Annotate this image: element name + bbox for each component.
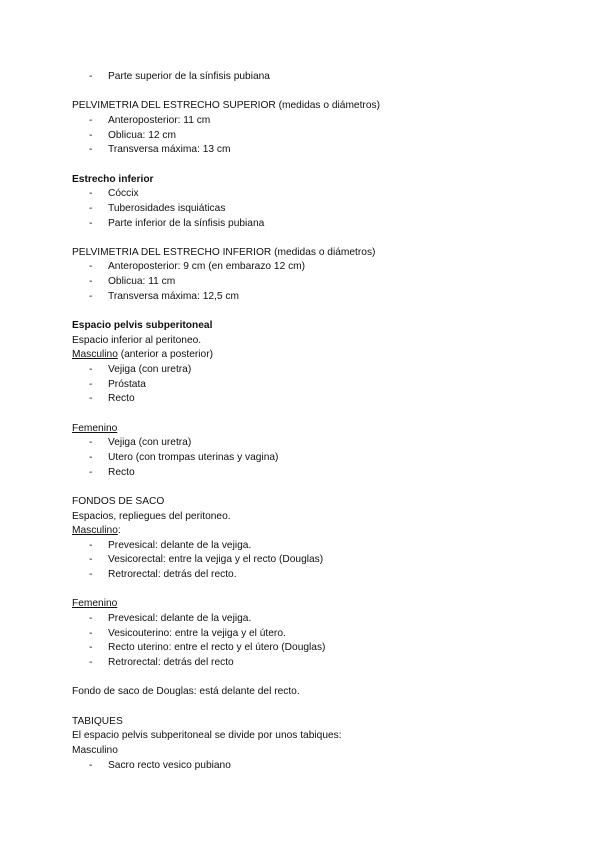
bullet-marker: - xyxy=(89,261,93,273)
subsection-label xyxy=(72,597,117,612)
text-line: TABIQUES xyxy=(72,715,123,727)
bullet-item: Sacro recto vesico pubiano xyxy=(108,759,231,771)
section-heading: Espacio pelvis subperitoneal xyxy=(72,320,213,332)
underlined-label: Femenino xyxy=(72,598,118,610)
bullet-item: Prevesical: delante de la vejiga. xyxy=(108,539,252,551)
bullet-marker: - xyxy=(89,627,93,639)
text-line: FONDOS DE SACO xyxy=(72,495,165,507)
bullet-item: Oblicua: 12 cm xyxy=(108,129,176,141)
text-line: El espacio pelvis subperitoneal se divide por unos tabiques: xyxy=(72,730,342,742)
bullet-item: Vesicouterino: entre la vejiga y el útero. xyxy=(108,627,286,639)
bullet-marker: - xyxy=(89,451,93,463)
bullet-marker: - xyxy=(89,276,93,288)
bullet-marker: - xyxy=(89,657,93,668)
bullet-item: Próstata xyxy=(108,378,146,390)
bullet-item: Retrorectal: detrás del recto. xyxy=(108,569,237,581)
bullet-item: Utero (con trompas uterinas y vagina) xyxy=(108,451,279,463)
bullet-marker: - xyxy=(89,466,93,478)
section-heading: Estrecho inferior xyxy=(72,173,154,185)
bullet-marker: - xyxy=(89,539,93,551)
bullet-marker: - xyxy=(89,114,93,126)
bullet-item: Transversa máxima: 12,5 cm xyxy=(108,290,239,302)
text-line: Masculino xyxy=(72,744,118,756)
label-suffix: (anterior a posterior) xyxy=(117,349,213,361)
bullet-marker: - xyxy=(89,437,93,449)
bullet-item: Cóccix xyxy=(108,188,139,200)
bullet-item: Anteroposterior: 11 cm xyxy=(108,114,211,126)
subsection-label xyxy=(72,348,213,363)
bullet-item: Recto xyxy=(108,466,135,478)
bullet-marker: - xyxy=(89,129,93,141)
underlined-label: Masculino xyxy=(72,525,118,537)
text-line: Espacio inferior al peritoneo. xyxy=(72,334,202,346)
bullet-item: Oblicua: 11 cm xyxy=(108,276,176,288)
bullet-item: Parte superior de la sínfisis pubiana xyxy=(108,71,270,82)
bullet-item: Retrorectal: detrás del recto xyxy=(108,657,234,668)
bullet-marker: - xyxy=(89,613,93,625)
bullet-item: Vesicorectal: entre la vejiga y el recto (Douglas) xyxy=(108,554,324,566)
text-line: Fondo de saco de Douglas: está delante del recto. xyxy=(72,686,300,698)
bullet-marker: - xyxy=(89,554,93,566)
bullet-item: Vejiga (con uretra) xyxy=(108,437,192,449)
bullet-marker: - xyxy=(89,378,93,390)
text-line: PELVIMETRIA DEL ESTRECHO INFERIOR (medidas o diámetros) xyxy=(72,246,376,258)
bullet-item: Parte inferior de la sínfisis pubiana xyxy=(108,217,265,229)
text-line: Espacios, repliegues del peritoneo. xyxy=(72,510,231,522)
bullet-marker: - xyxy=(89,290,93,302)
bullet-marker: - xyxy=(89,217,93,229)
bullet-marker: - xyxy=(89,202,93,214)
subsection-label xyxy=(72,524,121,539)
bullet-item: Prevesical: delante de la vejiga. xyxy=(108,613,252,625)
underlined-label: Masculino xyxy=(72,349,118,361)
underlined-label: Femenino xyxy=(72,422,118,434)
bullet-item: Anteroposterior: 9 cm (en embarazo 12 cm) xyxy=(108,261,306,273)
bullet-marker: - xyxy=(89,569,93,581)
bullet-marker: - xyxy=(89,71,93,82)
bullet-item: Recto uterino: entre el recto y el útero (Douglas) xyxy=(108,642,326,654)
text-line: PELVIMETRIA DEL ESTRECHO SUPERIOR (medidas o diámetros) xyxy=(72,100,380,112)
subsection-label xyxy=(72,422,117,437)
bullet-item: Transversa máxima: 13 cm xyxy=(108,144,231,156)
label-suffix: : xyxy=(117,525,121,537)
bullet-marker: - xyxy=(89,188,93,200)
bullet-item: Vejiga (con uretra) xyxy=(108,364,192,375)
bullet-marker: - xyxy=(89,642,93,654)
bullet-marker: - xyxy=(89,364,93,375)
bullet-marker: - xyxy=(89,144,93,156)
bullet-item: Recto xyxy=(108,393,135,405)
bullet-marker: - xyxy=(89,393,93,405)
bullet-marker: - xyxy=(89,759,93,771)
bullet-item: Tuberosidades isquiáticas xyxy=(108,202,226,214)
